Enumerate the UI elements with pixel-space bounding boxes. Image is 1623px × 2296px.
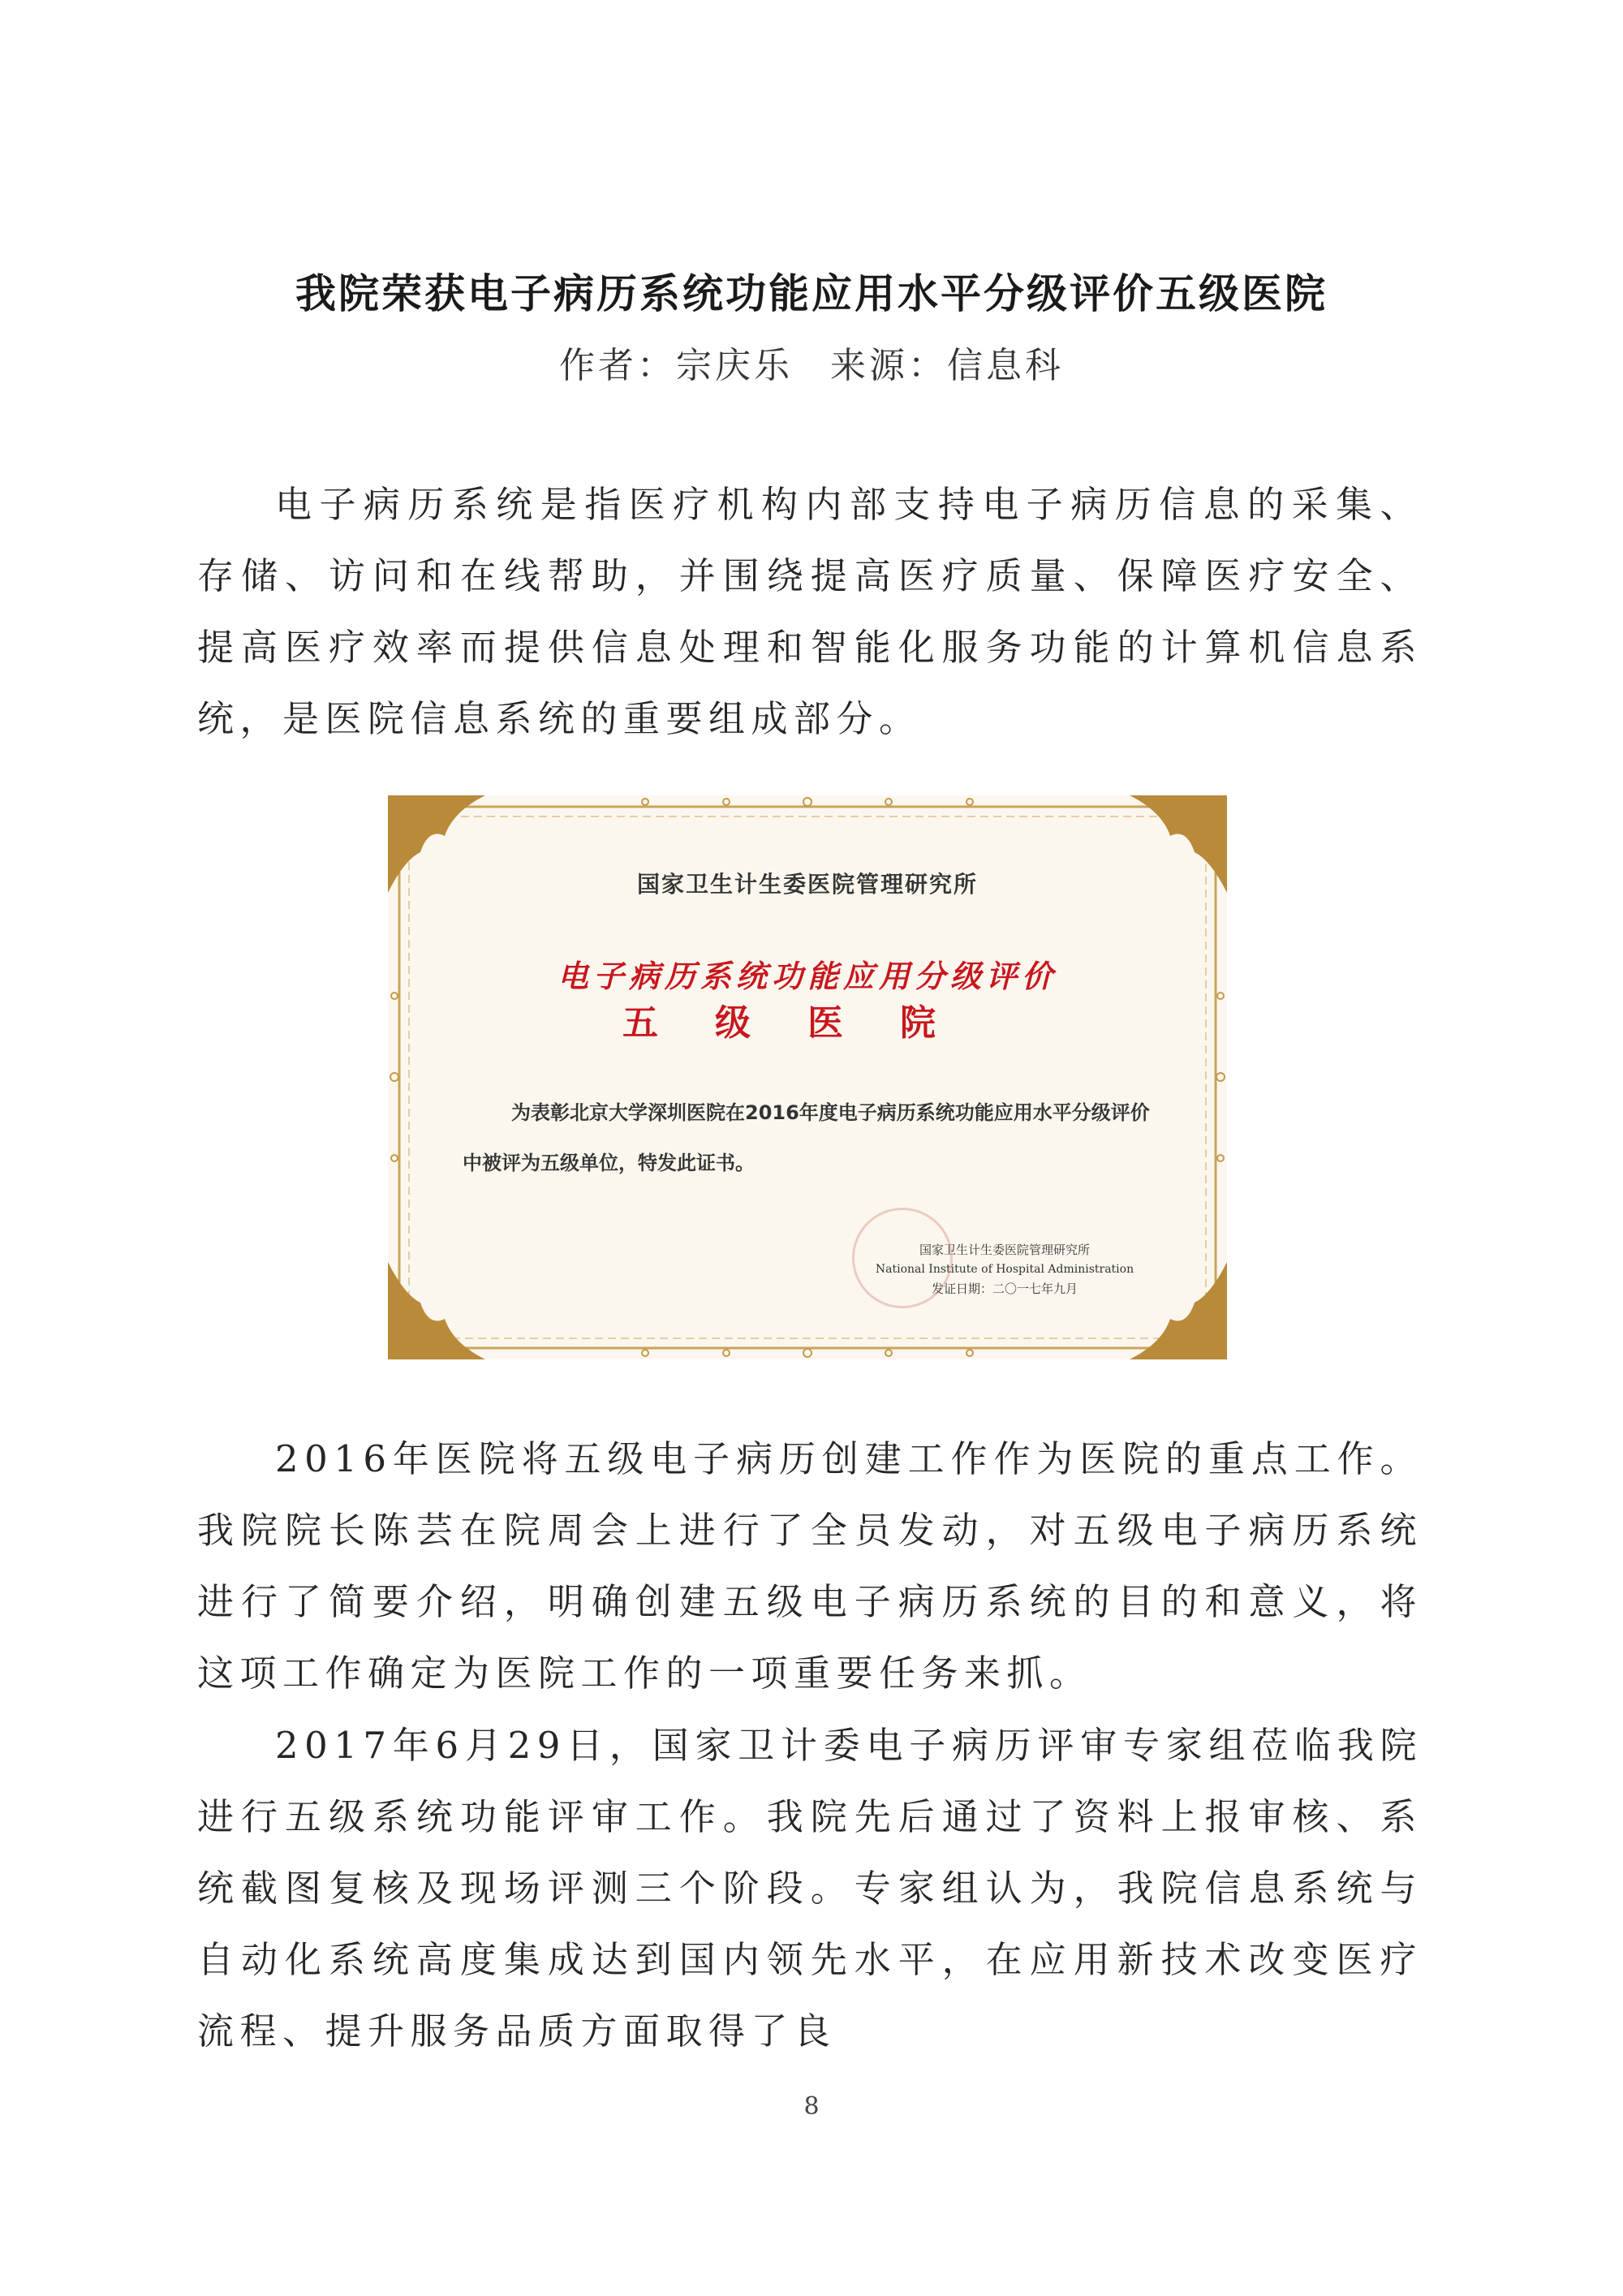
paragraph-2017: 2017年6月29日，国家卫计委电子病历评审专家组莅临我院进行五级系统功能评审工作。我院先后通过了资料上报审核、系统截图复核及现场评测三个阶段。专家组认为，我院信息系统与自动化系统高度集成达到国内领先水平，在应用新技术改变医疗流程、提升服务品质方面取得了良 [197,1724,1423,2053]
certificate-body: 为表彰北京大学深圳医院在2016年度电子病历系统功能应用水平分级评价中被评为五级单位，特发此证书。 [463,1101,1150,1174]
issue-date: 发证日期：二〇一七年九月 [931,1282,1078,1296]
paragraph-intro: 电子病历系统是指医疗机构内部支持电子病历信息的采集、存储、访问和在线帮助，并围绕提高医疗质量、保障医疗安全、提高医疗效率而提供信息处理和智能化服务功能的计算机信息系统，是医院信息系统的重要组成部分。 [197,483,1423,740]
corner-ornament-bl [388,1262,485,1359]
certificate-issuer: 国家卫生计生委医院管理研究所 [636,871,978,898]
certificate-signature [842,1240,1167,1299]
article-title: 我院荣获电子病历系统功能应用水平分级评价五级医院 [295,270,1328,317]
byline [0,336,1623,388]
paragraph-2016: 2016年医院将五级电子病历创建工作作为医院的重点工作。我院院长陈芸在院周会上进行了全员发动，对五级电子病历系统进行了简要介绍，明确创建五级电子病历系统的目的和意义，将这项工作确定为医院工作的一项重要任务来抓。 [197,1437,1423,1695]
source-label: 来源：信息科 [830,345,1064,386]
certificate-grade: 五级医院 [622,1002,992,1044]
signature-en: National Institute of Hospital Administration [875,1263,1134,1276]
certificate-image [388,795,1227,1359]
author-label: 作者：宗庆乐 [559,345,793,386]
signature-cn: 国家卫生计生委医院管理研究所 [919,1243,1090,1257]
certificate-award: 电子病历系统功能应用分级评价 [557,958,1057,994]
page-number: 8 [803,2092,820,2121]
